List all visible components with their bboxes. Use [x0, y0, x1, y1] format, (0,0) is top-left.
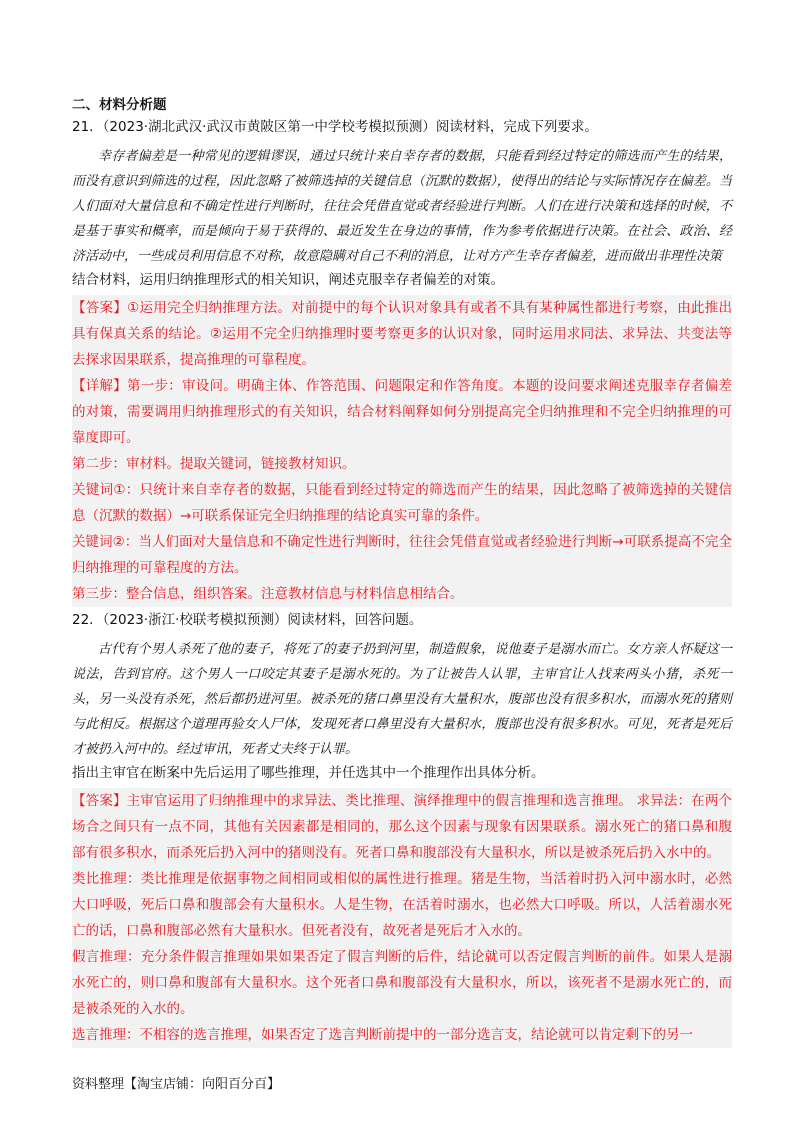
question-22-hypothetical: 假言推理：充分条件假言推理如果如果否定了假言判断的后件，结论就可以否定假言判断的前件。如果人是溺水死亡的，则口鼻和腹部有大量积水。这个死者口鼻和腹部没有大量积水，所以，该死者不是溺水死亡的，而是被杀死的入水的。	[72, 949, 732, 1017]
page-content	[72, 95, 732, 1048]
question-21-prompt: 结合材料，运用归纳推理形式的相关知识，阐述克服幸存者偏差的对策。	[72, 272, 504, 288]
question-22-analogy: 类比推理：类比推理是依据事物之间相同或相似的属性进行推理。猪是生物，当活着时扔入河中溺水时，必然大口呼吸，死后口鼻和腹部会有大量积水。人是生物，在活着时溺水，也必然大口呼吸。所以，人活着溺水死亡的话，口鼻和腹部必然有大量积水。但死者没有，故死者是死后才入水的。	[72, 871, 732, 939]
question-21-header: 21．（2023·湖北武汉·武汉市黄陂区第一中学校考模拟预测）阅读材料，完成下列要求。	[72, 119, 598, 135]
question-22-disjunctive: 选言推理：不相容的选言推理，如果否定了选言判断前提中的一部分选言支，结论就可以肯定剩下的另一	[72, 1027, 693, 1043]
question-22-header: 22．（2023·浙江·校联考模拟预测）阅读材料，回答问题。	[72, 612, 423, 628]
question-21-step2: 第二步：审材料。提取关键词，链接教材知识。	[72, 456, 356, 472]
page-footer: 资料整理【淘宝店铺：向阳百分百】	[72, 1077, 281, 1092]
question-21-keyword2: 关键词②：当人们面对大量信息和不确定性进行判断时，往往会凭借直觉或者经验进行判断→可联系提高不完全归纳推理的可靠程度的方法。	[72, 534, 732, 576]
question-21-answer: 【答案】①运用完全归纳推理方法。对前提中的每个认识对象具有或者不具有某种属性都进行考察，由此推出具有保真关系的结论。②运用不完全归纳推理时要考察更多的认识对象，同时运用求同法、求异法、共变法等去探求因果联系，提高推理的可靠程度。	[72, 300, 732, 368]
question-22-answer: 【答案】主审官运用了归纳推理中的求异法、类比推理、演绎推理中的假言推理和选言推理。 求异法：在两个场合之间只有一点不同，其他有关因素都是相同的，那么这个因素与现象有因果联系。溺水死亡的猪口鼻和腹部有很多积水，而杀死后扔入河中的猪则没有。死者口鼻和腹部没有大量积水，所以是被杀死后扔入水中的。	[72, 793, 732, 861]
question-21-step3: 第三步：整合信息，组织答案。注意教材信息与材料信息相结合。	[72, 586, 464, 602]
section-title: 二、材料分析题	[72, 97, 167, 113]
question-21-keyword1: 关键词①：只统计来自幸存者的数据，只能看到经过特定的筛选而产生的结果，因此忽略了被筛选掉的关键信息（沉默的数据）→可联系保证完全归纳推理的结论真实可靠的条件。	[72, 482, 732, 524]
question-22-material: 古代有个男人杀死了他的妻子，将死了的妻子扔到河里，制造假象，说他妻子是溺水而亡。女方亲人怀疑这一说法，告到官府。这个男人一口咬定其妻子是溺水死的。为了让被告人认罪，主审官让人找来两头小猪，杀死一头，另一头没有杀死，然后都扔进河里。被杀死的猪口鼻里没有大量积水，腹部也没有很多积水，而溺水死的猪则与此相反。根据这个道理再验女人尸体，发现死者口鼻里没有大量积水，腹部也没有很多积水。可见，死者是死后才被扔入河中的。经过审讯，死者丈夫终于认罪。	[72, 642, 732, 757]
question-21-material: 幸存者偏差是一种常见的逻辑谬误，通过只统计来自幸存者的数据，只能看到经过特定的筛选而产生的结果，而没有意识到筛选的过程，因此忽略了被筛选掉的关键信息（沉默的数据），使得出的结论与实际情况存在偏差。当人们面对大量信息和不确定性进行判断时，往往会凭借直觉或者经验进行判断。人们在进行决策和选择的时候，不是基于事实和概率，而是倾向于易于获得的、最近发生在身边的事情，作为参考依据进行决策。在社会、政治、经济活动中，一些成员利用信息不对称，故意隐瞒对自己不利的消息，让对方产生幸存者偏差，进而做出非理性决策	[72, 149, 732, 264]
question-22-prompt: 指出主审官在断案中先后运用了哪些推理，并任选其中一个推理作出具体分析。	[72, 765, 545, 781]
question-21-answer-block	[72, 295, 732, 607]
question-22-answer-block	[72, 788, 732, 1048]
question-21-detail: 【详解】第一步：审设问。明确主体、作答范围、问题限定和作答角度。本题的设问要求阐述克服幸存者偏差的对策，需要调用归纳推理形式的有关知识，结合材料阐释如何分别提高完全归纳推理和不完全归纳推理的可靠度即可。	[72, 378, 732, 446]
